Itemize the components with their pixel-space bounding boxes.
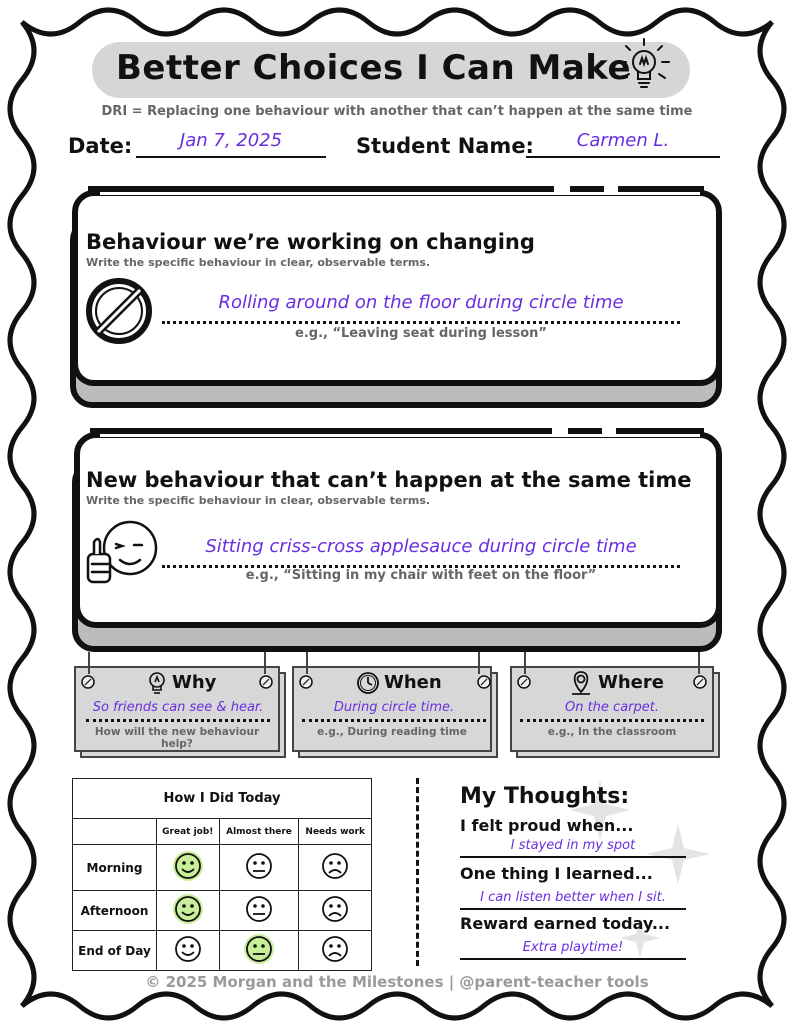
new-behaviour-instruction: Write the specific behaviour in clear, observable terms. [86, 494, 431, 507]
behaviour-example: e.g., “Leaving seat during lesson” [295, 326, 547, 341]
face-cell[interactable] [219, 891, 299, 931]
face-cell[interactable] [299, 845, 372, 891]
thought-prompt-reward: Reward earned today... [460, 914, 671, 933]
tracker-row-label: Morning [73, 845, 157, 891]
why-answer-line[interactable] [86, 700, 270, 722]
pin-icon [258, 674, 274, 690]
thought-answer-reward: Extra playtime! [522, 940, 624, 955]
card-top-stroke [90, 428, 552, 434]
tracker-title: How I Did Today [73, 779, 372, 819]
new-behaviour-heading: New behaviour that can’t happen at the same time [86, 468, 692, 492]
card-top-dash [570, 186, 604, 192]
pin-icon [516, 674, 532, 690]
happy-face-icon[interactable] [171, 849, 205, 883]
pin-icon [80, 674, 96, 690]
face-cell[interactable] [219, 845, 299, 891]
hanger-string [698, 652, 700, 674]
lightbulb-icon [614, 34, 676, 98]
when-answer-line[interactable] [302, 700, 486, 722]
behaviour-instruction: Write the specific behaviour in clear, observable terms. [86, 256, 431, 269]
new-behaviour-example: e.g., “Sitting in my chair with feet on the floor” [245, 568, 597, 583]
face-cell[interactable] [299, 931, 372, 971]
card-top-dash [568, 428, 602, 434]
hanger-string [306, 652, 308, 674]
behaviour-card [72, 190, 722, 386]
thought-answer-learned-field[interactable] [460, 890, 686, 910]
face-cell[interactable] [219, 931, 299, 971]
face-cell[interactable] [299, 891, 372, 931]
tracker-column-header: Great job! [157, 819, 220, 845]
date-field[interactable] [136, 128, 326, 158]
page-title: Better Choices I Can Make [116, 48, 632, 88]
thought-answer-proud-field[interactable] [460, 838, 686, 858]
thought-answer-reward-field[interactable] [460, 940, 686, 960]
daily-tracker-table [72, 778, 372, 971]
when-prompt: e.g., During reading time [317, 726, 467, 738]
thought-answer-proud: I stayed in my spot [510, 838, 636, 853]
neutral-face-icon[interactable] [242, 849, 276, 883]
why-title: Why [172, 672, 217, 693]
date-label: Date: [68, 134, 133, 158]
behaviour-answer: Rolling around on the floor during circle time [218, 292, 624, 313]
where-answer: On the carpet. [564, 700, 659, 715]
thought-answer-learned: I can listen better when I sit. [480, 890, 666, 905]
where-title: Where [598, 672, 664, 693]
thoughts-heading: My Thoughts: [460, 784, 630, 809]
when-title: When [384, 672, 442, 693]
hanger-string [524, 652, 526, 674]
where-answer-line[interactable] [520, 700, 704, 722]
behaviour-answer-line[interactable] [162, 290, 680, 324]
face-cell[interactable] [157, 845, 220, 891]
clock-icon [356, 671, 380, 695]
student-name-value: Carmen L. [576, 130, 670, 151]
thought-prompt-proud: I felt proud when... [460, 816, 634, 835]
card-top-stroke [88, 186, 554, 192]
card-top-dash [616, 428, 704, 434]
face-cell[interactable] [157, 931, 220, 971]
happy-face-icon[interactable] [171, 892, 205, 926]
tracker-row [73, 931, 372, 971]
footer-credit: © 2025 Morgan and the Milestones | @parent-teacher tools [145, 973, 649, 991]
why-prompt: How will the new behaviour help? [94, 726, 260, 750]
tracker-row [73, 845, 372, 891]
happy-face-icon[interactable] [171, 932, 205, 966]
pin-icon [298, 674, 314, 690]
hanger-string [88, 652, 90, 674]
card-top-dash [618, 186, 704, 192]
new-behaviour-answer: Sitting criss-cross applesauce during circle time [205, 536, 637, 557]
student-name-field[interactable] [526, 128, 720, 158]
tracker-column-header: Needs work [299, 819, 372, 845]
hanger-string [478, 652, 480, 674]
wink-thumbs-up-icon [84, 516, 160, 586]
map-pin-icon [568, 668, 594, 698]
lightbulb-icon [146, 670, 168, 696]
tracker-corner [73, 819, 157, 845]
face-cell[interactable] [157, 891, 220, 931]
tracker-row [73, 891, 372, 931]
hanger-string [264, 652, 266, 674]
thought-prompt-learned: One thing I learned... [460, 864, 653, 883]
student-name-label: Student Name: [356, 134, 534, 158]
pin-icon [476, 674, 492, 690]
sad-face-icon[interactable] [318, 849, 352, 883]
tracker-column-header: Almost there [219, 819, 299, 845]
no-symbol-icon [84, 276, 154, 346]
behaviour-heading: Behaviour we’re working on changing [86, 230, 535, 254]
tracker-row-label: Afternoon [73, 891, 157, 931]
new-behaviour-card [74, 432, 722, 628]
new-behaviour-answer-line[interactable] [162, 534, 680, 568]
where-prompt: e.g., In the classroom [547, 726, 677, 738]
neutral-face-icon[interactable] [242, 892, 276, 926]
why-answer: So friends can see & hear. [92, 700, 264, 715]
section-divider [416, 778, 419, 966]
when-answer: During circle time. [333, 700, 455, 715]
sad-face-icon[interactable] [318, 932, 352, 966]
tracker-row-label: End of Day [73, 931, 157, 971]
pin-icon [692, 674, 708, 690]
neutral-face-icon[interactable] [242, 932, 276, 966]
sad-face-icon[interactable] [318, 892, 352, 926]
date-value: Jan 7, 2025 [179, 130, 283, 151]
dri-definition: DRI = Replacing one behaviour with another that can’t happen at the same time [101, 104, 693, 119]
